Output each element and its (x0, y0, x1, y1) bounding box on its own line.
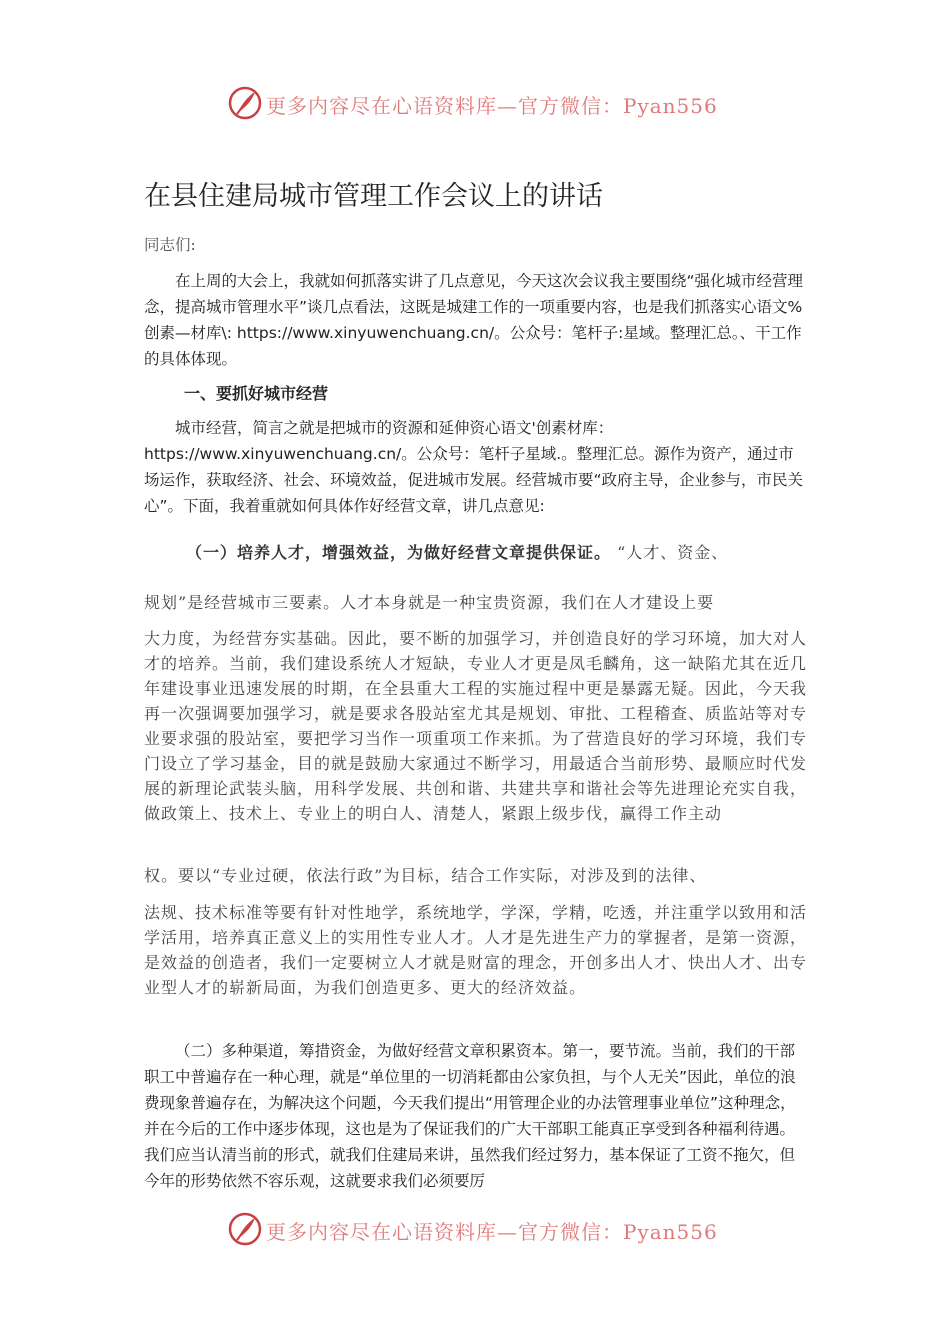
document-title: 在县住建局城市管理工作会议上的讲话 (144, 181, 603, 212)
paragraph-funding: （二）多种渠道，筹措资金，为做好经营文章积累资本。第一，要节流。当前，我们的干部职工中普遍存在一种心理，就是“单位里的一切消耗都由公家负担，与个人无关”因此，单位的浪费现象普遍存在，为解决这个问题，今天我们提出“用管理企业的办法管理事业单位”这种理念，并在今后的工作中逐步体现，这也是为了保证我们的广大干部职工能真正享受到各种福利待遇。我们应当认清当前的形式，就我们住建局来讲，虽然我们经过努力，基本保证了工资不拖欠，但今年的形势依然不容乐观，这就要求我们必须要厉 (144, 1042, 796, 1190)
section-heading-1: 一、要抓好城市经营 (184, 384, 329, 403)
header-banner (0, 84, 950, 124)
feather-pen-logo-icon (228, 86, 262, 120)
banner-text: 更多内容尽在心语资料库—官方微信：Pyan556 (266, 1220, 718, 1244)
paragraph-talent-body: 大力度，为经营夯实基础。因此，要不断的加强学习，并创造良好的学习环境，加大对人才的培养。当前，我们建设系统人才短缺，专业人才更是凤毛麟角，这一缺陷尤其在近几年建设事业迅速发展的时期，在全县重大工程的实施过程中更是暴露无疑。因此，今天我再一次强调要加强学习，就是要求各股站室尤其是规划、审批、工程稽查、质监站等对专业要求强的股站室，要把学习当作一项重项工作来抓。为了营造良好的学习环境，我们专门设立了学习基金，目的就是鼓励大家通过不断学习，用最适合当前形势、最顺应时代发展的新理论武装头脑，用科学发展、共创和谐、共建共享和谐社会等先进理论充实自我，做政策上、技术上、专业上的明白人、清楚人，紧跟上级步伐，赢得工作主动 (144, 629, 808, 823)
paragraph-city-operation: 城市经营，简言之就是把城市的资源和延伸资心语文'创素材库：https://www.xinyuwenchuang.cn/。公众号：笔杆子星域.。整理汇总。源作为资产，通过市场运作，获取经济、社会、环境效益，促进城市发展。经营城市要“政府主导，企业参与，市民关心”。下面，我着重就如何具体作好经营文章，讲几点意见: (144, 419, 804, 515)
feather-pen-logo-icon (228, 1212, 262, 1246)
footer-banner (0, 1210, 950, 1250)
paragraph-intro: 在上周的大会上，我就如何抓落实讲了几点意见，今天这次会议我主要围绕“强化城市经营理念，提高城市管理水平”谈几点看法，这既是城建工作的一项重要内容，也是我们抓落实心语文%创素—材库\: https://www.xinyuwenchuang.cn/。公众号：笔杆子:星域。整理汇总。、干工作的具体体现。 (144, 272, 804, 368)
paragraph-talent-conclusion: 法规、技术标准等要有针对性地学，系统地学，学深，学精，吃透，并注重学以致用和活学活用，培养真正意义上的实用性专业人才。人才是先进生产力的掌握者，是第一资源，是效益的创造者，我们一定要树立人才就是财富的理念，开创多出人才、快出人才、出专业型人才的崭新局面，为我们创造更多、更大的经济效益。 (144, 903, 808, 997)
banner-text: 更多内容尽在心语资料库—官方微信：Pyan556 (266, 94, 718, 118)
subsection-heading-1-tail: “人才、资金、 (617, 543, 729, 562)
subsection-heading-1 (186, 540, 728, 563)
paragraph-talent-line1: 规划”是经营城市三要素。人才本身就是一种宝贵资源，我们在人才建设上要 (144, 593, 715, 612)
paragraph-talent-line-last: 权。要以“专业过硬，依法行政”为目标，结合工作实际，对涉及到的法律、 (144, 866, 707, 885)
greeting: 同志们: (144, 236, 196, 254)
subsection-heading-1-title: （一）培养人才，增强效益，为做好经营文章提供保证。 (186, 543, 612, 562)
